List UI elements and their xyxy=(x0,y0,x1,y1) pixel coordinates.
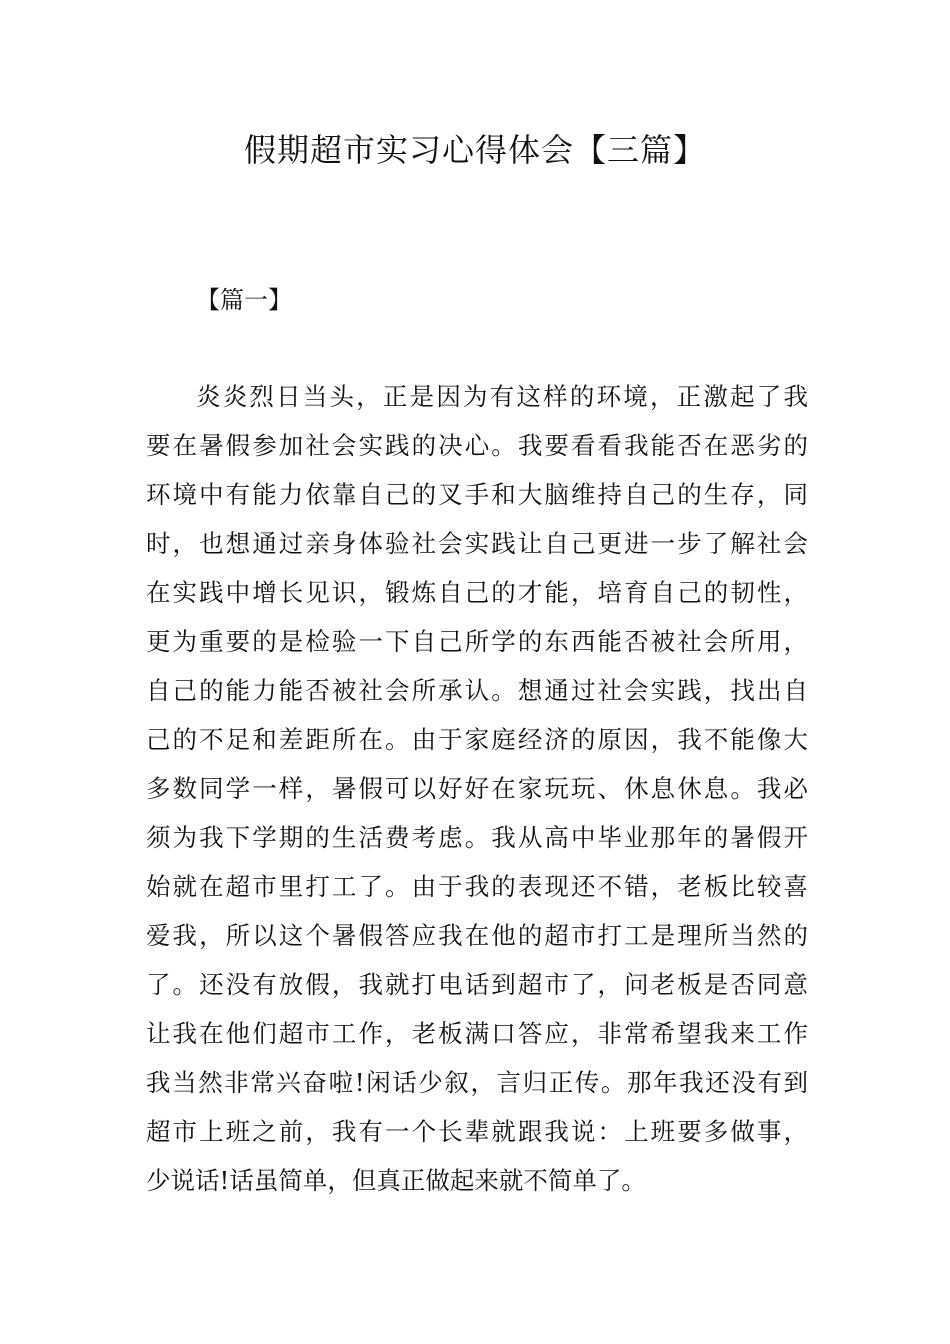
paragraph-line: 多数同学一样，暑假可以好好在家玩玩、休息休息。我必 xyxy=(146,774,808,803)
paragraph-line: 少说话!话虽简单，但真正做起来就不简单了。 xyxy=(146,1166,646,1195)
paragraph-line: 炎炎烈日当头，正是因为有这样的环境，正激起了我 xyxy=(196,382,808,411)
paragraph-line: 了。还没有放假，我就打电话到超市了，问老板是否同意 xyxy=(146,970,808,999)
paragraph-line: 我当然非常兴奋啦!闲话少叙，言归正传。那年我还没有到 xyxy=(146,1068,808,1097)
paragraph-line: 爱我，所以这个暑假答应我在他的超市打工是理所当然的 xyxy=(146,921,808,950)
document-title: 假期超市实习心得体会【三篇】 xyxy=(243,131,706,169)
paragraph-line: 己的不足和差距所在。由于家庭经济的原因，我不能像大 xyxy=(146,725,808,754)
paragraph-line: 环境中有能力依靠自己的叉手和大脑维持自己的生存，同 xyxy=(146,480,808,509)
paragraph-line: 须为我下学期的生活费考虑。我从高中毕业那年的暑假开 xyxy=(146,823,808,852)
paragraph-line: 自己的能力能否被社会所承认。想通过社会实践，找出自 xyxy=(146,676,808,705)
paragraph-line: 始就在超市里打工了。由于我的表现还不错，老板比较喜 xyxy=(146,872,808,901)
paragraph-line: 在实践中增长见识，锻炼自己的才能，培育自己的韧性， xyxy=(146,578,808,607)
paragraph-line: 时，也想通过亲身体验社会实践让自己更进一步了解社会 xyxy=(146,529,808,558)
paragraph-line: 更为重要的是检验一下自己所学的东西能否被社会所用， xyxy=(146,627,808,656)
paragraph-line: 超市上班之前，我有一个长辈就跟我说：上班要多做事， xyxy=(146,1117,808,1146)
section-label: 【篇一】 xyxy=(196,286,292,314)
body-paragraph xyxy=(146,372,808,1205)
paragraph-line: 要在暑假参加社会实践的决心。我要看看我能否在恶劣的 xyxy=(146,431,808,460)
paragraph-line: 让我在他们超市工作，老板满口答应，非常希望我来工作 xyxy=(146,1019,808,1048)
